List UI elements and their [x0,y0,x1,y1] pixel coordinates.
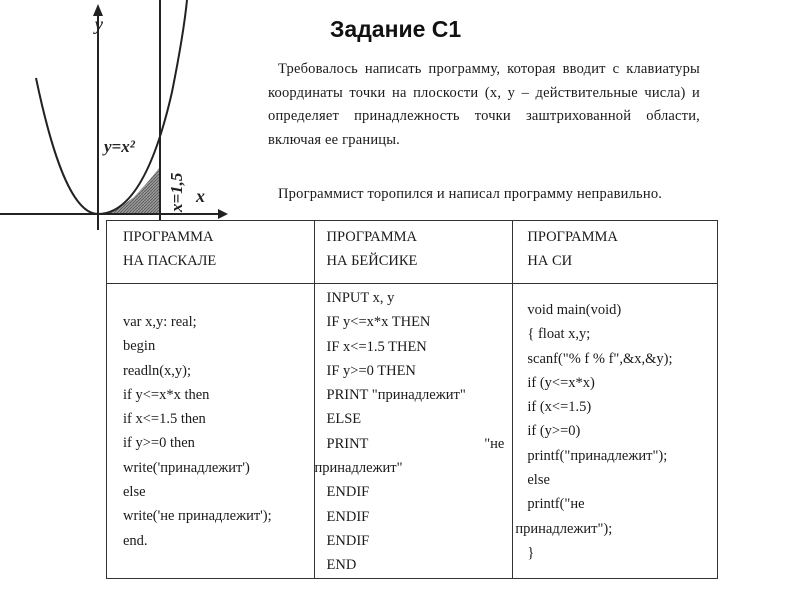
code-line: ENDIF [326,484,370,501]
task-paragraph-2: Программист торопился и написал программу неправильно. [278,186,663,202]
code-line: END [326,557,357,574]
header-line: НА СИ [527,253,573,270]
code-line: ENDIF [326,508,370,525]
axis-y-label: y [95,14,103,34]
code-line [327,432,513,456]
code-line: else [527,472,550,489]
code-line: printf("принадлежит"); [527,447,668,464]
code-line: INPUT x, y [326,290,395,306]
table-header-row [107,221,718,284]
header-line: НА БЕЙСИКЕ [326,253,418,270]
code-line: if y<=x*x then [123,386,210,403]
header-line: НА ПАСКАЛЕ [123,253,217,270]
table-code-row [107,284,718,579]
code-line: IF y<=x*x THEN [326,314,431,331]
code-token: "не [484,435,505,452]
code-line: } [527,544,535,561]
region-graph [0,0,270,230]
code-line: ELSE [326,411,362,428]
header-line: ПРОГРАММА [527,229,618,245]
code-line: IF y>=0 THEN [326,362,416,379]
programs-table [106,220,718,579]
code-line: принадлежит" [314,460,403,477]
code-line: scanf("% f % f",&x,&y); [527,350,673,367]
code-line: var x,y: real; [123,314,197,330]
code-line: readln(x,y); [123,362,192,379]
header-line: ПРОГРАММА [326,229,418,245]
parabola-curve [36,0,187,214]
code-line: write('не принадлежит'); [123,508,272,525]
code-line: принадлежит"); [515,520,613,537]
code-line: { float x,y; [527,326,591,343]
code-line: if x<=1.5 then [123,411,206,428]
header-c [513,221,718,284]
line-label: x=1,5 [167,172,186,212]
header-basic [314,221,513,284]
code-line: void main(void) [527,302,622,318]
code-token: PRINT [326,435,369,452]
code-line: if (x<=1.5) [527,399,592,416]
code-line: if (y>=0) [527,423,581,440]
code-line: write('принадлежит') [123,459,250,476]
code-line: ENDIF [326,532,370,549]
code-c [513,284,718,579]
code-line: begin [123,338,156,355]
code-line: PRINT "принадлежит" [326,387,466,404]
axis-x-label: x [196,186,205,206]
code-line: IF x<=1.5 THEN [326,338,427,355]
shaded-region [98,167,160,214]
task-paragraph: Требовалось написать программу, которая вводит с клавиатуры координаты точки на плоскости (x, y – действительные числа) и определяет принадлежность точки заштрихованной области, включая ее границы. [268,61,700,148]
code-basic [314,284,513,579]
code-line: printf("не [527,496,585,513]
x-axis-arrow [218,209,228,219]
header-pascal [107,221,315,284]
code-line: if (y<=x*x) [527,374,595,391]
code-line: else [123,484,146,501]
code-pascal [107,284,315,579]
header-line: ПРОГРАММА [123,229,214,245]
page-title: Задание С1 [330,16,462,42]
code-line: if y>=0 then [123,435,195,452]
code-line: end. [123,532,148,549]
curve-label: y=x² [104,137,135,156]
